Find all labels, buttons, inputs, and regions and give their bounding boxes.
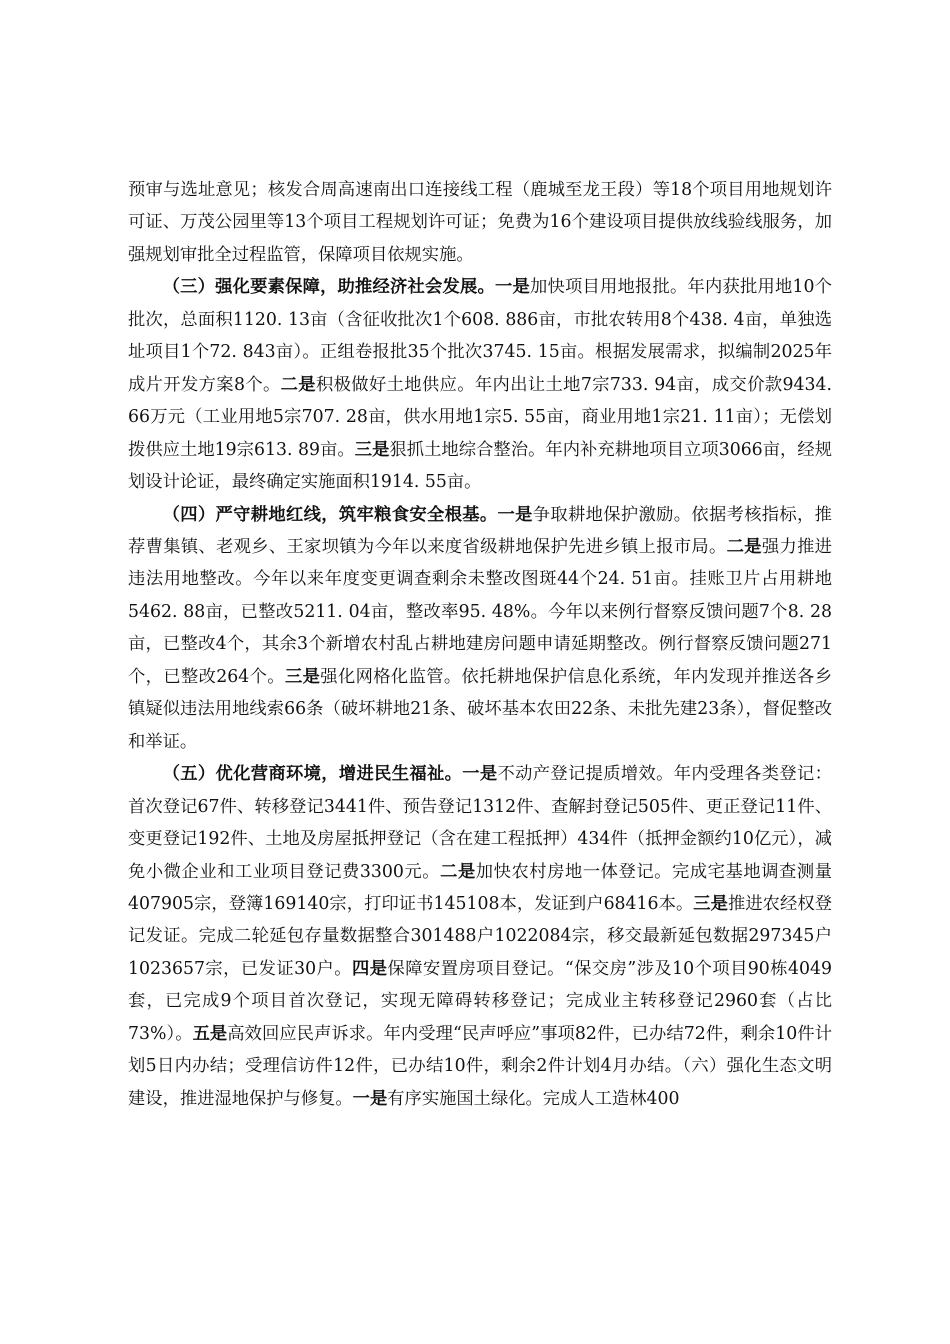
bold-text-run: （三）强化要素保障，助推经济社会发展。 — [162, 277, 496, 298]
text-run: 狠抓土地综合整治。年内补充耕地项目立项3066亩，经规划设计论证，最终确定实施面积1914. 55亩。 — [128, 439, 832, 493]
text-run: 加快项目用地报批。年内获批用地10个批次，总面积1120. 13亩（含征收批次1个608. 886亩，市批农转用8个438. 4亩，单独选址项目1个72. 843亩）。正组卷报批35个批次3745. 15亩。根据发展需求，拟编制2025年成片开发方案8个。 — [128, 277, 832, 395]
bold-text-run: 一是 — [352, 1088, 388, 1109]
bold-text-run: （四）严守耕地红线，筑牢粮食安全根基。 — [162, 504, 498, 525]
text-run: 不动产登记提质增效。年内受理各类登记：首次登记67件、转移登记3441件、预告登记1312件、查解封登记505件、更正登记11件、变更登记192件、土地及房屋抵押登记（含在建工程抵押）434件（抵押金额约10亿元），减免小微企业和工业项目登记费3300元。 — [128, 764, 832, 882]
paragraph — [128, 174, 832, 271]
text-run: 加快农村房地一体登记。完成宅基地调查测量407905宗，登簿169140宗，打印证书145108本，发证到户68416本。 — [128, 861, 832, 914]
bold-text-run: 三是 — [693, 893, 728, 914]
paragraph — [128, 499, 832, 759]
text-run: 争取耕地保护激励。依据考核指标，推荐曹集镇、老观乡、王家坝镇为今年以来度省级耕地保护先进乡镇上报市局。 — [128, 504, 832, 557]
bold-text-run: 二是 — [726, 536, 762, 557]
text-run: 强化网格化监管。依托耕地保护信息化系统，年内发现并推送各乡镇疑似违法用地线索66条（破坏耕地21条、破坏基本农田22条、未批先建23条），督促整改和举证。 — [128, 666, 832, 752]
paragraph — [128, 271, 832, 498]
text-run: 保障安置房项目登记。“保交房”涉及10个项目90栋4049套，已完成9个项目首次登记，实现无障碍转移登记；完成业主转移登记2960套（占比73%）。 — [128, 958, 832, 1044]
bold-text-run: （五）优化营商环境，增进民生福祉。 — [162, 764, 463, 785]
paragraph — [128, 758, 832, 1115]
bold-text-run: 二是 — [280, 374, 316, 395]
text-run: 有序实施国土绿化。完成人工造林400 — [387, 1088, 680, 1109]
text-run: 预审与选址意见；核发合周高速南出口连接线工程（鹿城至龙王段）等18个项目用地规划许可证、万茂公园里等13个项目工程规划许可证；免费为16个建设项目提供放线验线服务，加强规划审批全过程监管，保障项目依规实施。 — [128, 180, 832, 265]
document-body — [128, 174, 832, 1115]
text-run: 积极做好土地供应。年内出让土地7宗733. 94亩，成交价款9434. 66万元（工业用地5宗707. 28亩，供水用地1宗5. 55亩，商业用地1宗21. 11亩）；无偿划拨供应土地19宗613. 89亩。 — [128, 374, 832, 460]
bold-text-run: 四是 — [352, 958, 388, 979]
bold-text-run: 一是 — [495, 277, 531, 298]
text-run: 推进农经权登记发证。完成二轮延包存量数据整合301488户1022084宗，移交最新延包数据297345户1023657宗，已发证30户。 — [128, 893, 832, 979]
text-run: 强力推进违法用地整改。今年以来年度变更调查剩余未整改图斑44个24. 51亩。挂账卫片占用耕地5462. 88亩，已整改5211. 04亩，整改率95. 48%。今年以来例行督察反馈问题7个8. 28亩，已整改4个，其余3个新增农村乱占耕地建房问题申请延期整改。例行督察反馈问题271个，已整改264个。 — [128, 536, 832, 687]
bold-text-run: 三是 — [354, 439, 390, 460]
bold-text-run: 五是 — [192, 1023, 228, 1044]
bold-text-run: 一是 — [497, 504, 533, 525]
bold-text-run: 二是 — [440, 861, 476, 882]
bold-text-run: 一是 — [462, 764, 498, 785]
text-run: 高效回应民声诉求。年内受理“民声呼应”事项82件，已办结72件，剩余10件计划5日内办结；受理信访件12件，已办结10件，剩余2件计划4月办结。（六）强化生态文明建设，推进湿地保护与修复。 — [128, 1023, 832, 1109]
bold-text-run: 三是 — [284, 666, 321, 687]
